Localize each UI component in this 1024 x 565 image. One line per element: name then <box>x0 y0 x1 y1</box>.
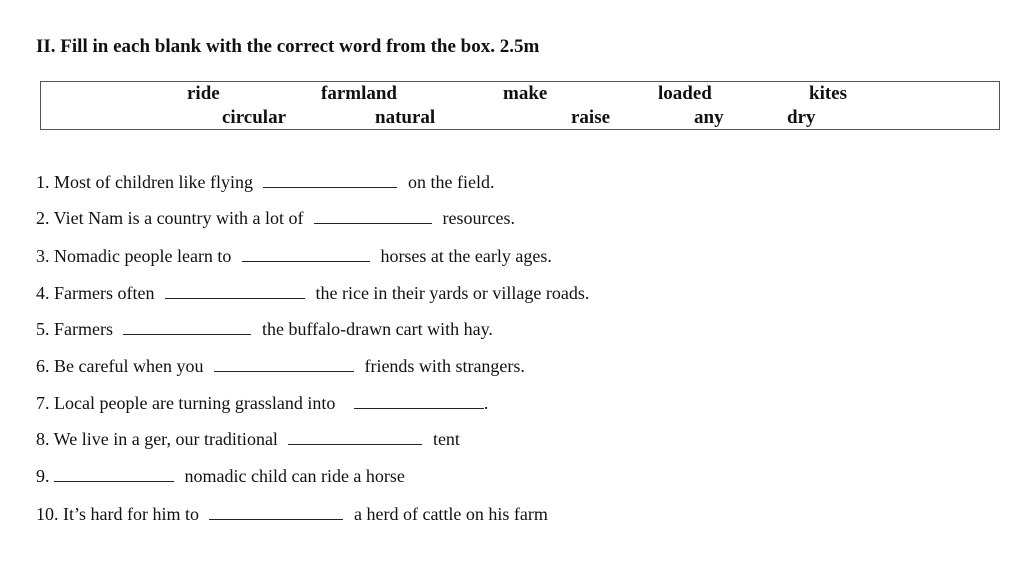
question-10 <box>36 503 548 525</box>
answer-blank[interactable] <box>263 173 397 188</box>
word-farmland: farmland <box>321 83 397 104</box>
word-raise: raise <box>571 107 611 128</box>
question-text-after: the buffalo-drawn cart with hay. <box>261 319 493 339</box>
answer-blank[interactable] <box>354 394 484 409</box>
question-9 <box>36 465 405 487</box>
question-text-after: . <box>483 393 489 413</box>
word-kites: kites <box>809 83 847 104</box>
question-4 <box>36 282 589 304</box>
answer-blank[interactable] <box>288 430 422 445</box>
question-text-after: the rice in their yards or village roads. <box>315 283 590 303</box>
question-text-before: 10. It’s hard for him to <box>36 504 199 524</box>
answer-blank[interactable] <box>242 247 370 262</box>
question-list <box>36 0 996 565</box>
question-5 <box>36 318 493 340</box>
word-loaded: loaded <box>658 83 712 104</box>
word-natural: natural <box>375 107 436 128</box>
word-ride: ride <box>187 83 220 104</box>
question-6 <box>36 355 525 377</box>
question-text-before: 7. Local people are turning grassland into <box>36 393 336 413</box>
question-text-after: tent <box>432 429 460 449</box>
question-text-after: friends with strangers. <box>364 356 525 376</box>
word-any: any <box>694 107 724 128</box>
question-7 <box>36 392 488 414</box>
question-1 <box>36 171 494 193</box>
question-text-before: 9. <box>36 466 50 486</box>
answer-blank[interactable] <box>209 505 343 520</box>
question-text-before: 4. Farmers often <box>36 283 155 303</box>
question-text-after: nomadic child can ride a horse <box>184 466 405 486</box>
question-text-after: a herd of cattle on his farm <box>353 504 548 524</box>
answer-blank[interactable] <box>54 467 174 482</box>
question-2 <box>36 207 515 229</box>
question-text-before: 3. Nomadic people learn to <box>36 246 232 266</box>
question-text-before: 2. Viet Nam is a country with a lot of <box>36 208 304 228</box>
question-text-before: 1. Most of children like flying <box>36 172 253 192</box>
answer-blank[interactable] <box>314 209 432 224</box>
question-text-before: 5. Farmers <box>36 319 113 339</box>
question-8 <box>36 428 460 450</box>
answer-blank[interactable] <box>165 284 305 299</box>
word-dry: dry <box>787 107 816 128</box>
word-circular: circular <box>222 107 287 128</box>
answer-blank[interactable] <box>214 357 354 372</box>
answer-blank[interactable] <box>123 320 251 335</box>
question-text-after: on the field. <box>407 172 495 192</box>
question-text-after: horses at the early ages. <box>380 246 552 266</box>
exercise-heading: II. Fill in each blank with the correct word from the box. 2.5m <box>36 36 540 57</box>
word-make: make <box>503 83 548 104</box>
question-text-before: 8. We live in a ger, our traditional <box>36 429 278 449</box>
question-text-before: 6. Be careful when you <box>36 356 204 376</box>
question-3 <box>36 245 552 267</box>
question-text-after: resources. <box>442 208 516 228</box>
